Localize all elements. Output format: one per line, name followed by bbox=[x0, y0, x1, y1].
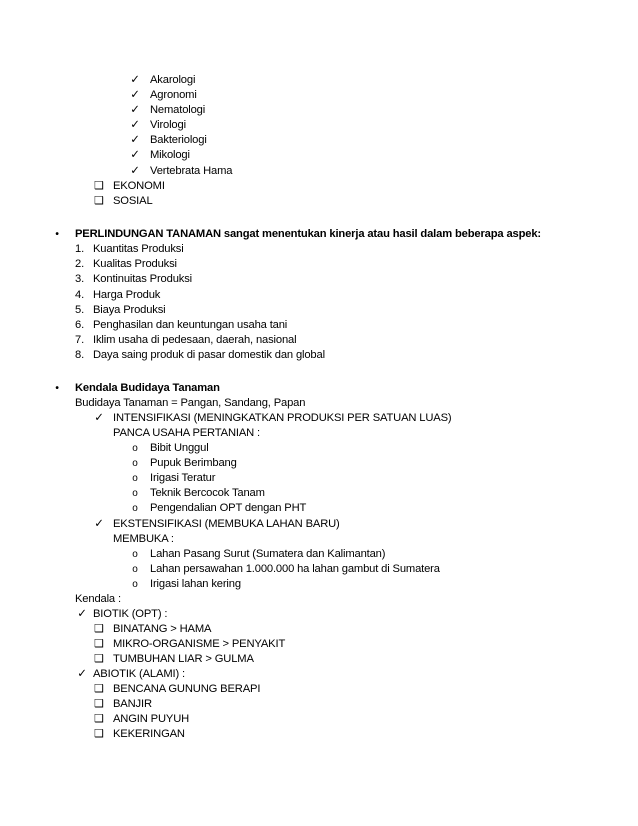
checkbox-icon: ❑ bbox=[94, 698, 104, 710]
circle-bullet-icon: o bbox=[132, 458, 138, 469]
circle-bullet-icon: o bbox=[132, 564, 138, 575]
checkbox-icon: ❑ bbox=[94, 683, 104, 695]
checkmark-icon: ✓ bbox=[77, 668, 87, 680]
checkbox-icon: ❑ bbox=[94, 653, 104, 665]
checkmark-icon: ✓ bbox=[130, 74, 140, 86]
checkmark-icon: ✓ bbox=[130, 134, 140, 146]
circle-bullet-icon: o bbox=[132, 549, 138, 560]
checkmark-icon: ✓ bbox=[130, 104, 140, 116]
circle-bullet-icon: o bbox=[132, 579, 138, 590]
checkmark-icon: ✓ bbox=[130, 119, 140, 131]
checkmark-icon: ✓ bbox=[130, 89, 140, 101]
checkbox-icon: ❑ bbox=[94, 638, 104, 650]
bullet-icon: • bbox=[55, 383, 59, 394]
checkbox-icon: ❑ bbox=[94, 713, 104, 725]
document-page: ✓ Akarologi ✓ Agronomi ✓ Nematologi ✓ Virologi ✓ Bakteriologi ✓ Mikologi ✓ Vertebrata Hama ❑ EKONOMI ❑ SOSIAL • PERLINDUNGAN TANAMAN sangat menentukan kinerja atau hasil dalam beberapa aspek: 1. Kuantitas Produksi 2. Kualitas Produksi 3. Kontinuitas Produksi 4. Harga Produk 5. Biaya Produksi 6. Penghasilan dan keuntungan usaha tani 7. Iklim usaha di pedesaan, daerah, nasional 8. Daya saing produk di pasar domestik dan global • Kendala Budidaya Tanaman Budidaya Tanaman = Pangan, Sandang, Papan ✓ INTENSIFIKASI (MENINGKATKAN PRODUKSI PER SATUAN LUAS) PANCA USAHA PERTANIAN : o Bibit Unggul o Pupuk Berimbang o Irigasi Teratur o Teknik Bercocok Tanam o Pengendalian OPT dengan PHT ✓ EKSTENSIFIKASI (MEMBUKA LAHAN BARU) MEMBUKA : o Lahan Pasang Surut (Sumatera dan Kalimantan) o Lahan persawahan 1.000.000 ha lahan gambut di Sumatera o Irigasi lahan kering Kendala : ✓ BIOTIK (OPT) : ❑ BINATANG > HAMA ❑ MIKRO-ORGANISME > PENYAKIT ❑ TUMBUHAN LIAR > GULMA ✓ ABIOTIK (ALAMI) : ❑ BENCANA GUNUNG BERAPI ❑ BANJIR ❑ ANGIN PUYUH ❑ KEKERINGAN bbox=[0, 0, 638, 826]
checkmark-icon: ✓ bbox=[94, 412, 104, 424]
checkmark-icon: ✓ bbox=[94, 518, 104, 530]
checkbox-icon: ❑ bbox=[94, 623, 104, 635]
bullet-icon: • bbox=[55, 229, 59, 240]
checkmark-icon: ✓ bbox=[130, 165, 140, 177]
circle-bullet-icon: o bbox=[132, 473, 138, 484]
checkmark-icon: ✓ bbox=[130, 149, 140, 161]
checkbox-icon: ❑ bbox=[94, 180, 104, 192]
circle-bullet-icon: o bbox=[132, 503, 138, 514]
circle-bullet-icon: o bbox=[132, 488, 138, 499]
checkmark-icon: ✓ bbox=[77, 608, 87, 620]
checkbox-icon: ❑ bbox=[94, 195, 104, 207]
checkbox-icon: ❑ bbox=[94, 728, 104, 740]
circle-bullet-icon: o bbox=[132, 443, 138, 454]
